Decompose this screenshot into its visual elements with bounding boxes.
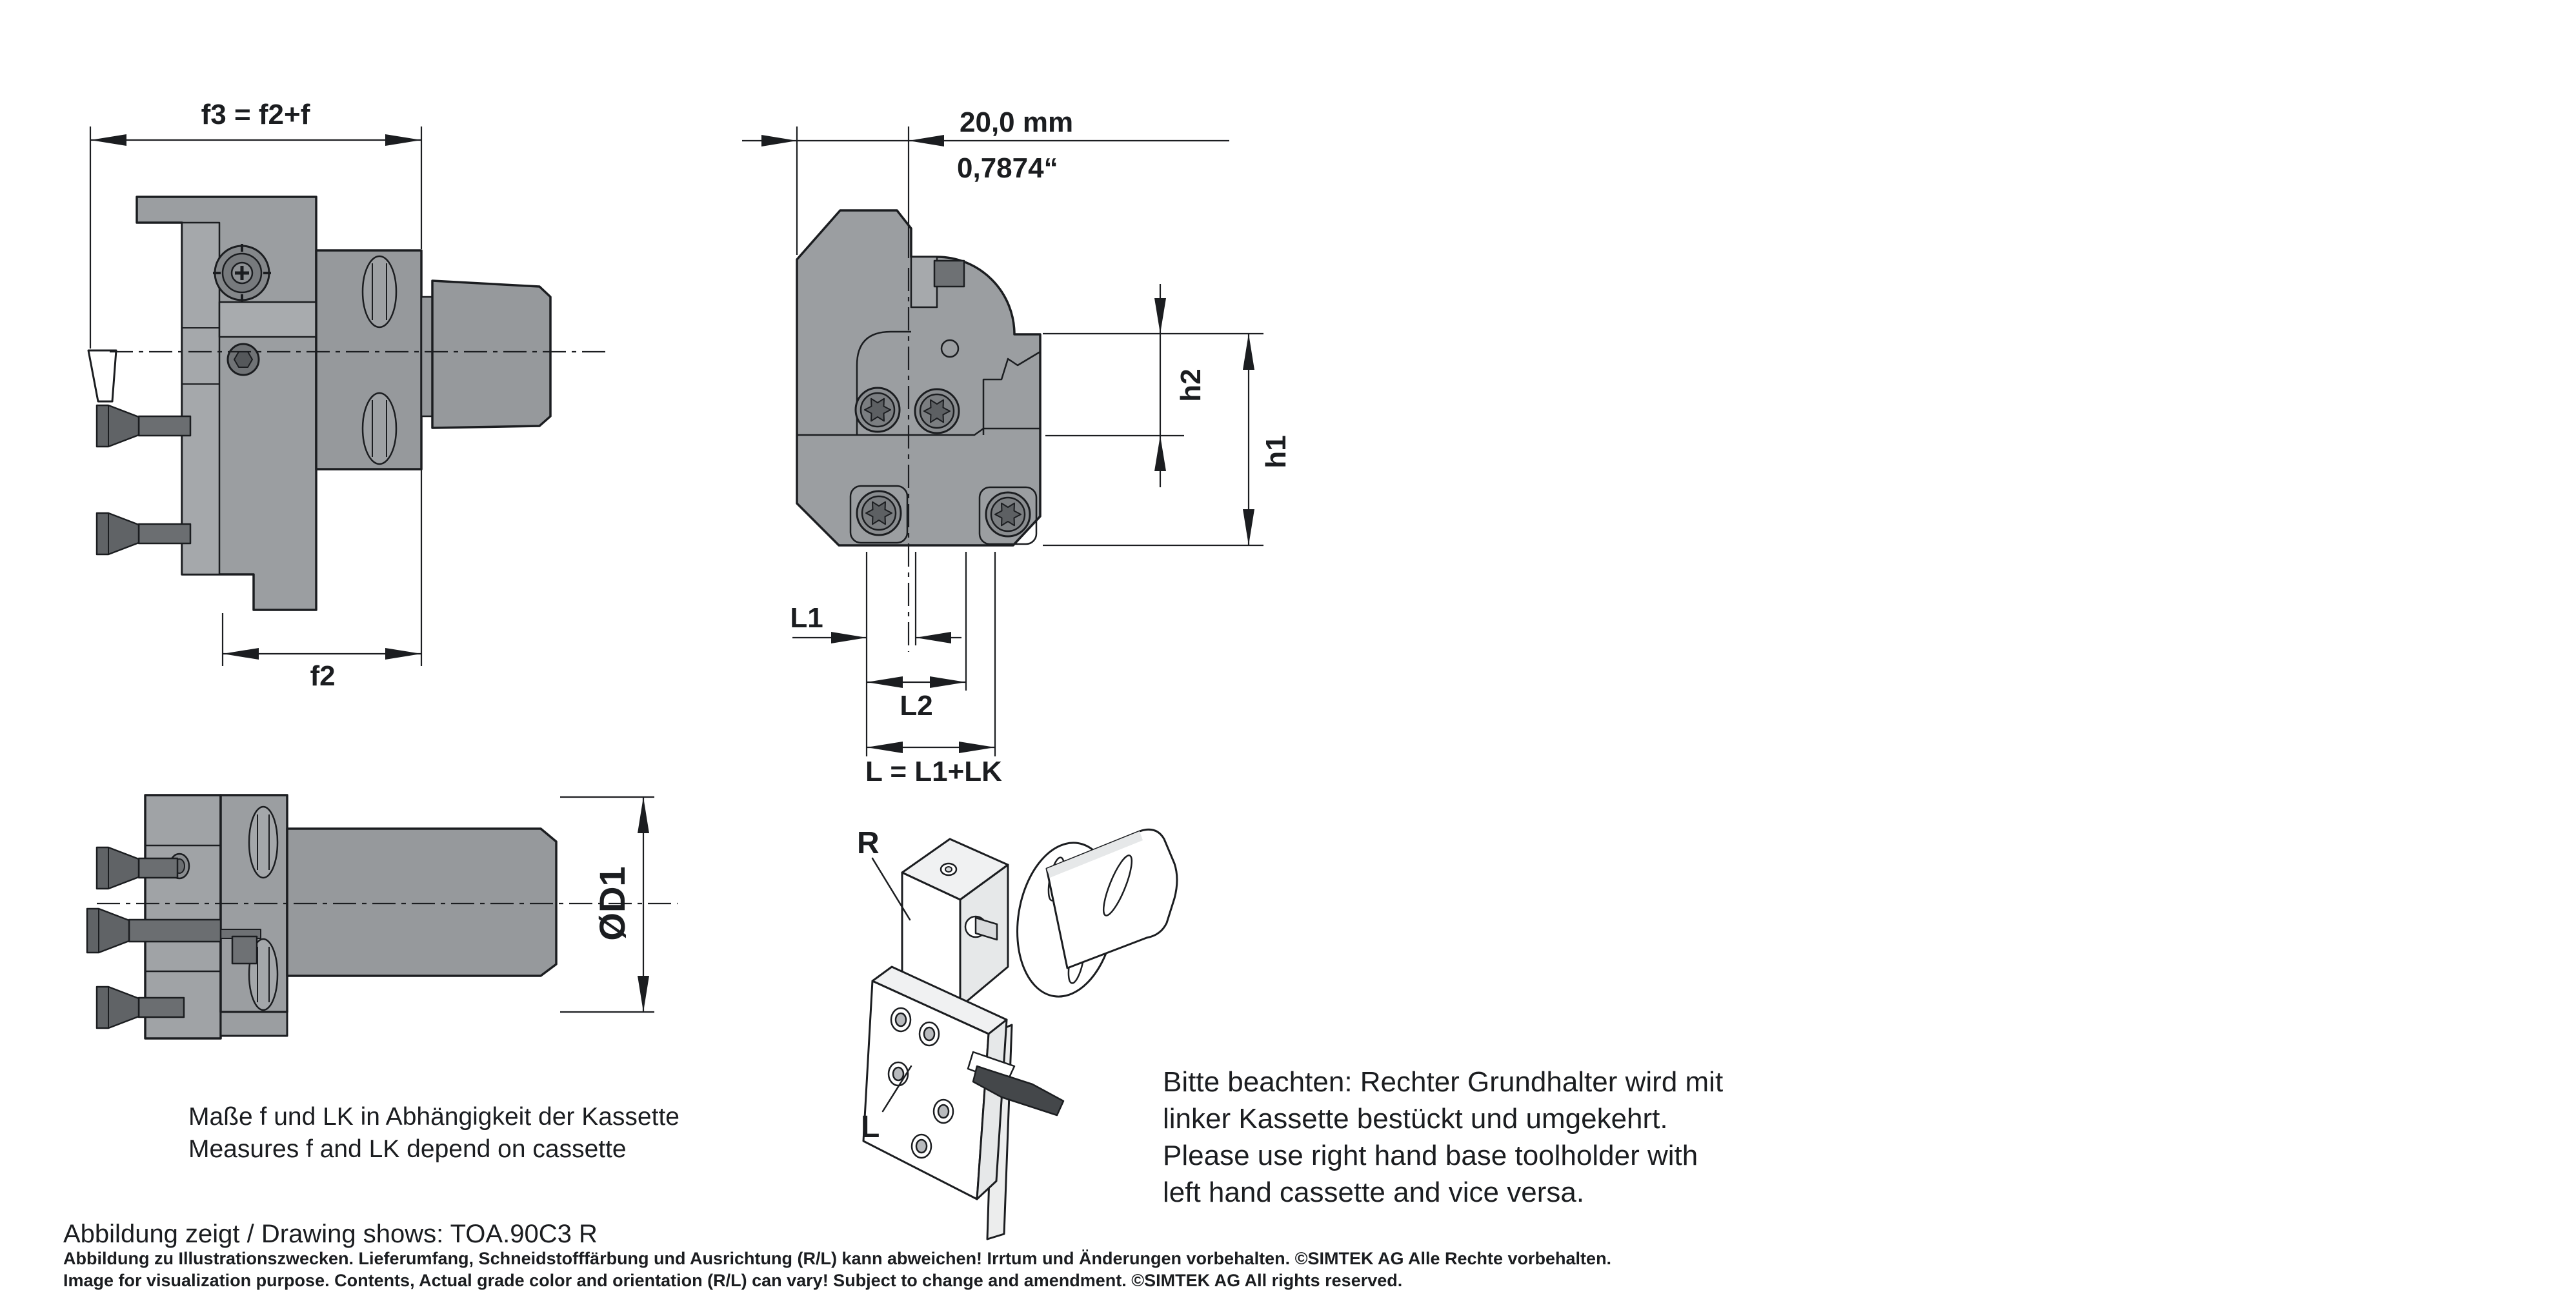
dim-inch-label: 0,7874“ <box>957 152 1058 184</box>
label-left-hand: L <box>861 1110 880 1144</box>
drawing-shows-line: Abbildung zeigt / Drawing shows: TOA.90C3 R <box>63 1220 598 1248</box>
front-view <box>742 106 1292 787</box>
cassette-note <box>188 1101 679 1166</box>
clamp-block <box>232 936 257 964</box>
torx-screw-icon <box>986 492 1030 536</box>
disclaimer-en: Image for visualization purpose. Contents, Actual grade color and orientation (R/L) can vary! Subject to change and amendment. ©SIMTEK AG All rights reserved. <box>63 1271 1403 1290</box>
side-view-top <box>88 99 607 692</box>
dim-l2-label: L2 <box>900 690 933 722</box>
attention-line: linker Kassette bestückt und umgekehrt. <box>1163 1103 1668 1135</box>
attention-line: Bitte beachten: Rechter Grundhalter wird mit <box>1163 1066 1724 1098</box>
insert-profile <box>88 350 116 401</box>
disclaimer-de: Abbildung zu Illustrationszwecken. Lieferumfang, Schneidstofffärbung und Ausrichtung (R/L) kann abweichen! Irrtum und Änderungen vorbehalten. ©SIMTEK AG Alle Rechte vorbehalten. <box>63 1249 1612 1268</box>
dim-width <box>742 106 1229 258</box>
dim-h1-label: h1 <box>1260 435 1292 469</box>
dim-h <box>1043 284 1292 545</box>
side-view-bottom <box>87 795 678 1038</box>
dim-l-formula-label: L = L1+LK <box>865 756 1002 787</box>
dim-d1-label: ØD1 <box>592 866 632 941</box>
dim-d1 <box>560 797 654 1012</box>
disclaimer <box>63 1248 1611 1291</box>
torx-screw-icon <box>857 491 901 535</box>
dim-l1-label: L1 <box>790 602 823 634</box>
insert-clamp-block <box>934 261 964 287</box>
attention-line: left hand cassette and vice versa. <box>1163 1177 1585 1208</box>
iso-view <box>857 826 1177 1239</box>
dim-f2-label: f2 <box>310 660 336 692</box>
label-right-hand: R <box>857 826 880 860</box>
hex-screw-icon <box>228 344 259 375</box>
cassette-screw <box>97 513 190 554</box>
dim-f3-label: f3 = f2+f <box>201 99 310 130</box>
cassette-screw <box>97 405 190 447</box>
torx-screw-icon <box>856 388 900 432</box>
attention-line: Please use right hand base toolholder with <box>1163 1140 1698 1171</box>
dim-h2-label: h2 <box>1175 369 1207 402</box>
cassette-note-en: Measures f and LK depend on cassette <box>188 1135 627 1163</box>
dim-l <box>790 552 1002 787</box>
attention-note <box>1163 1064 1723 1211</box>
cassette-note-de: Maße f und LK in Abhängigkeit der Kassette <box>188 1103 679 1131</box>
dim-mm-label: 20,0 mm <box>960 106 1074 138</box>
torx-screw-icon <box>915 389 959 433</box>
